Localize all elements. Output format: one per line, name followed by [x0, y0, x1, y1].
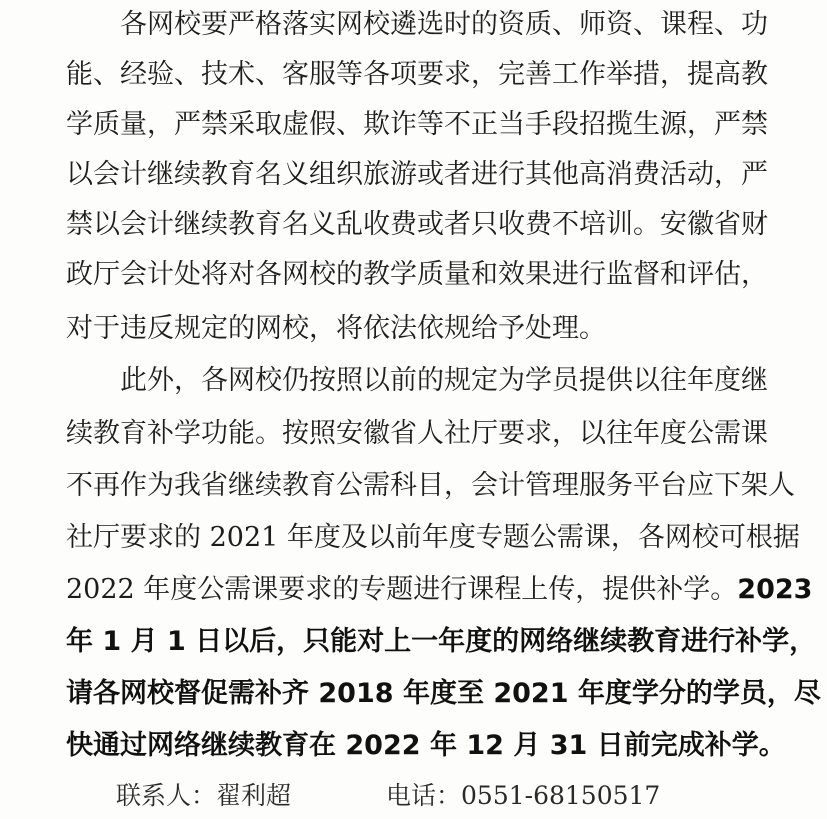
- contact-phone-number: 0551-68150517: [461, 781, 661, 810]
- contact-person-name: 翟利超: [216, 781, 292, 810]
- paragraph2-line-3: 不再作为我省继续教育公需科目，会计管理服务平台应下架人: [66, 470, 795, 501]
- contact-phone-label: 电话：: [386, 781, 462, 810]
- paragraph2-bold-line-1: 年 1 月 1 日以后，只能对上一年度的网络继续教育进行补学，: [66, 626, 817, 657]
- paragraph2-bold-line-2: 请各网校督促需补齐 2018 年度至 2021 年度学分的学员，尽: [66, 678, 821, 709]
- paragraph1-line-5: 禁以会计继续教育名义乱收费或者只收费不培训。安徽省财: [66, 209, 768, 240]
- paragraph1-line-3: 学质量，严禁采取虚假、欺诈等不正当手段招揽生源，严禁: [66, 109, 768, 140]
- paragraph2-line-4: 社厅要求的 2021 年度及以前年度专题公需课，各网校可根据: [66, 522, 800, 553]
- paragraph2-line-2: 续教育补学功能。按照安徽省人社厅要求，以往年度公需课: [66, 418, 768, 449]
- paragraph1-line-6: 政厅会计处将对各网校的教学质量和效果进行监督和评估，: [66, 259, 768, 290]
- paragraph2-line-5-bold: 2023: [737, 574, 813, 605]
- paragraph2-bold-line-3: 快通过网络继续教育在 2022 年 12 月 31 日前完成补学。: [66, 730, 786, 761]
- contact-person-label: 联系人：: [116, 781, 217, 810]
- contact-phone: [386, 773, 660, 819]
- paragraph2-line-1: 此外，各网校仍按照以前的规定为学员提供以往年度继: [66, 365, 768, 396]
- paragraph1-line-4: 以会计继续教育名义组织旅游或者进行其他高消费活动，严: [66, 159, 768, 190]
- paragraph1-line-7: 对于违反规定的网校，将依法依规给予处理。: [66, 313, 606, 344]
- paragraph2-line-5: [66, 565, 813, 615]
- paragraph2-line-5-normal: 2022 年度公需课要求的专题进行课程上传，提供补学。: [66, 574, 738, 605]
- paragraph1-line-1: 各网校要严格落实网校遴选时的资质、师资、课程、功: [66, 9, 768, 40]
- contact-person: [116, 773, 291, 819]
- paragraph1-line-2: 能、经验、技术、客服等各项要求，完善工作举措，提高教: [66, 59, 768, 90]
